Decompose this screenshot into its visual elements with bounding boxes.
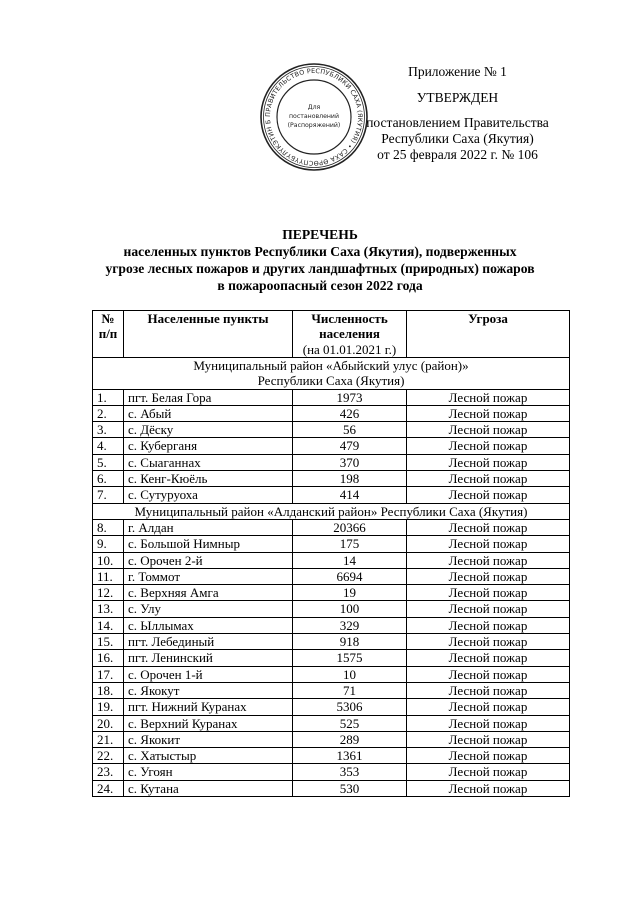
threat-type: Лесной пожар	[407, 405, 570, 421]
table-row	[93, 634, 570, 650]
threat-type: Лесной пожар	[407, 568, 570, 584]
settlement-name: с. Угоян	[124, 764, 293, 780]
settlements-table	[92, 310, 570, 797]
table-row	[93, 764, 570, 780]
population-value: 56	[293, 422, 407, 438]
decree-line-2: Республики Саха (Якутия)	[381, 131, 534, 146]
table-row	[93, 405, 570, 421]
row-number: 22.	[93, 748, 124, 764]
group-header-row	[93, 503, 570, 519]
header-population-line1: Численность	[311, 311, 388, 326]
population-value: 175	[293, 536, 407, 552]
settlement-name: с. Дёску	[124, 422, 293, 438]
population-value: 19	[293, 585, 407, 601]
population-value: 289	[293, 731, 407, 747]
seal-inner-line3: (Распоряжений)	[287, 122, 341, 129]
table-row	[93, 519, 570, 535]
row-number: 14.	[93, 617, 124, 633]
table-row	[93, 617, 570, 633]
threat-type: Лесной пожар	[407, 764, 570, 780]
row-number: 3.	[93, 422, 124, 438]
row-number: 16.	[93, 650, 124, 666]
table-header-row	[93, 311, 570, 358]
group-header-row	[93, 358, 570, 390]
row-number: 17.	[93, 666, 124, 682]
population-value: 353	[293, 764, 407, 780]
threat-type: Лесной пожар	[407, 389, 570, 405]
document-title	[80, 226, 560, 294]
threat-type: Лесной пожар	[407, 487, 570, 503]
threat-type: Лесной пожар	[407, 519, 570, 535]
municipal-district-title	[93, 503, 570, 519]
table-row	[93, 389, 570, 405]
row-number: 4.	[93, 438, 124, 454]
population-value: 5306	[293, 699, 407, 715]
district-title-line1: Муниципальный район «Алданский район» Республики Саха (Якутия)	[134, 503, 528, 519]
threat-type: Лесной пожар	[407, 748, 570, 764]
settlement-name: с. Верхняя Амга	[124, 585, 293, 601]
title-line-1: ПЕРЕЧЕНЬ	[282, 227, 358, 242]
header-population-line2: населения	[319, 326, 380, 342]
population-value: 14	[293, 552, 407, 568]
population-value: 370	[293, 454, 407, 470]
table-row	[93, 715, 570, 731]
table-row	[93, 536, 570, 552]
settlement-name: с. Кенг-Кюёль	[124, 471, 293, 487]
population-value: 100	[293, 601, 407, 617]
row-number: 19.	[93, 699, 124, 715]
settlement-name: г. Томмот	[124, 568, 293, 584]
threat-type: Лесной пожар	[407, 438, 570, 454]
approved-label: УТВЕРЖДЕН	[416, 90, 499, 105]
decree-reference	[355, 115, 560, 163]
population-value: 414	[293, 487, 407, 503]
settlement-name: с. Верхний Куранах	[124, 715, 293, 731]
threat-type: Лесной пожар	[407, 422, 570, 438]
title-line-3: угрозе лесных пожаров и других ландшафтных (природных) пожаров	[105, 261, 535, 276]
settlement-name: пгт. Ленинский	[124, 650, 293, 666]
threat-type: Лесной пожар	[407, 666, 570, 682]
table-row	[93, 568, 570, 584]
table-row	[93, 487, 570, 503]
population-value: 71	[293, 682, 407, 698]
header-threat: Угроза	[407, 311, 570, 358]
row-number: 21.	[93, 731, 124, 747]
population-value: 10	[293, 666, 407, 682]
row-number: 23.	[93, 764, 124, 780]
table-row	[93, 552, 570, 568]
header-settlement: Населенные пункты	[124, 311, 293, 358]
table-row	[93, 699, 570, 715]
settlement-name: с. Сутуруоха	[124, 487, 293, 503]
table-row	[93, 438, 570, 454]
district-title-line1: Муниципальный район «Абыйский улус (район)»	[193, 358, 469, 373]
threat-type: Лесной пожар	[407, 454, 570, 470]
row-number: 13.	[93, 601, 124, 617]
threat-type: Лесной пожар	[407, 650, 570, 666]
table-row	[93, 454, 570, 470]
settlement-name: с. Большой Нимныр	[124, 536, 293, 552]
table-row	[93, 682, 570, 698]
threat-type: Лесной пожар	[407, 715, 570, 731]
row-number: 5.	[93, 454, 124, 470]
header-number-line2: п/п	[98, 326, 118, 342]
table-row	[93, 780, 570, 796]
row-number: 18.	[93, 682, 124, 698]
row-number: 6.	[93, 471, 124, 487]
row-number: 12.	[93, 585, 124, 601]
threat-type: Лесной пожар	[407, 731, 570, 747]
seal-inner-line1: Для	[307, 104, 321, 111]
table-row	[93, 748, 570, 764]
threat-type: Лесной пожар	[407, 536, 570, 552]
row-number: 24.	[93, 780, 124, 796]
settlement-name: с. Ыллымах	[124, 617, 293, 633]
header-population	[293, 311, 407, 358]
population-value: 426	[293, 405, 407, 421]
threat-type: Лесной пожар	[407, 634, 570, 650]
title-line-2: населенных пунктов Республики Саха (Якутия), подверженных	[123, 244, 517, 259]
settlement-name: с. Улу	[124, 601, 293, 617]
population-value: 525	[293, 715, 407, 731]
table-row	[93, 650, 570, 666]
population-value: 1973	[293, 389, 407, 405]
municipal-district-title	[93, 358, 570, 390]
seal-inner-line2: постановлений	[289, 113, 339, 120]
table-row	[93, 422, 570, 438]
population-value: 1361	[293, 748, 407, 764]
threat-type: Лесной пожар	[407, 780, 570, 796]
row-number: 1.	[93, 389, 124, 405]
threat-type: Лесной пожар	[407, 617, 570, 633]
header-number	[93, 311, 124, 358]
population-value: 329	[293, 617, 407, 633]
settlement-name: с. Сыаганнах	[124, 454, 293, 470]
table-row	[93, 585, 570, 601]
settlement-name: с. Орочен 2-й	[124, 552, 293, 568]
population-value: 918	[293, 634, 407, 650]
settlement-name: с. Куберганя	[124, 438, 293, 454]
settlement-name: пгт. Лебединый	[124, 634, 293, 650]
settlement-name: пгт. Нижний Куранах	[124, 699, 293, 715]
population-value: 479	[293, 438, 407, 454]
row-number: 20.	[93, 715, 124, 731]
population-value: 1575	[293, 650, 407, 666]
table-row	[93, 666, 570, 682]
row-number: 15.	[93, 634, 124, 650]
header-number-line1: №	[101, 311, 115, 326]
population-value: 20366	[293, 519, 407, 535]
table-row	[93, 601, 570, 617]
row-number: 9.	[93, 536, 124, 552]
population-value: 198	[293, 471, 407, 487]
threat-type: Лесной пожар	[407, 601, 570, 617]
row-number: 8.	[93, 519, 124, 535]
settlement-name: с. Орочен 1-й	[124, 666, 293, 682]
title-line-4: в пожароопасный сезон 2022 года	[217, 278, 423, 293]
row-number: 7.	[93, 487, 124, 503]
threat-type: Лесной пожар	[407, 552, 570, 568]
threat-type: Лесной пожар	[407, 699, 570, 715]
row-number: 2.	[93, 405, 124, 421]
table-row	[93, 471, 570, 487]
settlement-name: г. Алдан	[124, 519, 293, 535]
appendix-label: Приложение № 1	[408, 64, 507, 79]
threat-type: Лесной пожар	[407, 585, 570, 601]
district-title-line2: Республики Саха (Якутия)	[257, 373, 405, 389]
decree-line-3: от 25 февраля 2022 г. № 106	[377, 147, 538, 162]
settlement-name: с. Абый	[124, 405, 293, 421]
official-seal	[259, 62, 369, 172]
settlement-name: с. Кутана	[124, 780, 293, 796]
table-row	[93, 731, 570, 747]
settlement-name: с. Хатыстыр	[124, 748, 293, 764]
settlement-name: с. Якокут	[124, 682, 293, 698]
table-body	[93, 358, 570, 797]
settlement-name: пгт. Белая Гора	[124, 389, 293, 405]
settlement-name: с. Якокит	[124, 731, 293, 747]
row-number: 11.	[93, 568, 124, 584]
header-population-date: (на 01.01.2021 г.)	[302, 341, 397, 357]
seal-icon	[259, 62, 369, 172]
seal-outer-text: ПРАВИТЕЛЬСТВО РЕСПУБЛИКИ САХА (ЯКУТИЯ) • САХА ӨРӨСПҮҮБҮЛҮКЭТИН Б	[263, 66, 365, 168]
decree-line-1: постановлением Правительства	[366, 115, 549, 130]
threat-type: Лесной пожар	[407, 682, 570, 698]
population-value: 6694	[293, 568, 407, 584]
population-value: 530	[293, 780, 407, 796]
threat-type: Лесной пожар	[407, 471, 570, 487]
row-number: 10.	[93, 552, 124, 568]
